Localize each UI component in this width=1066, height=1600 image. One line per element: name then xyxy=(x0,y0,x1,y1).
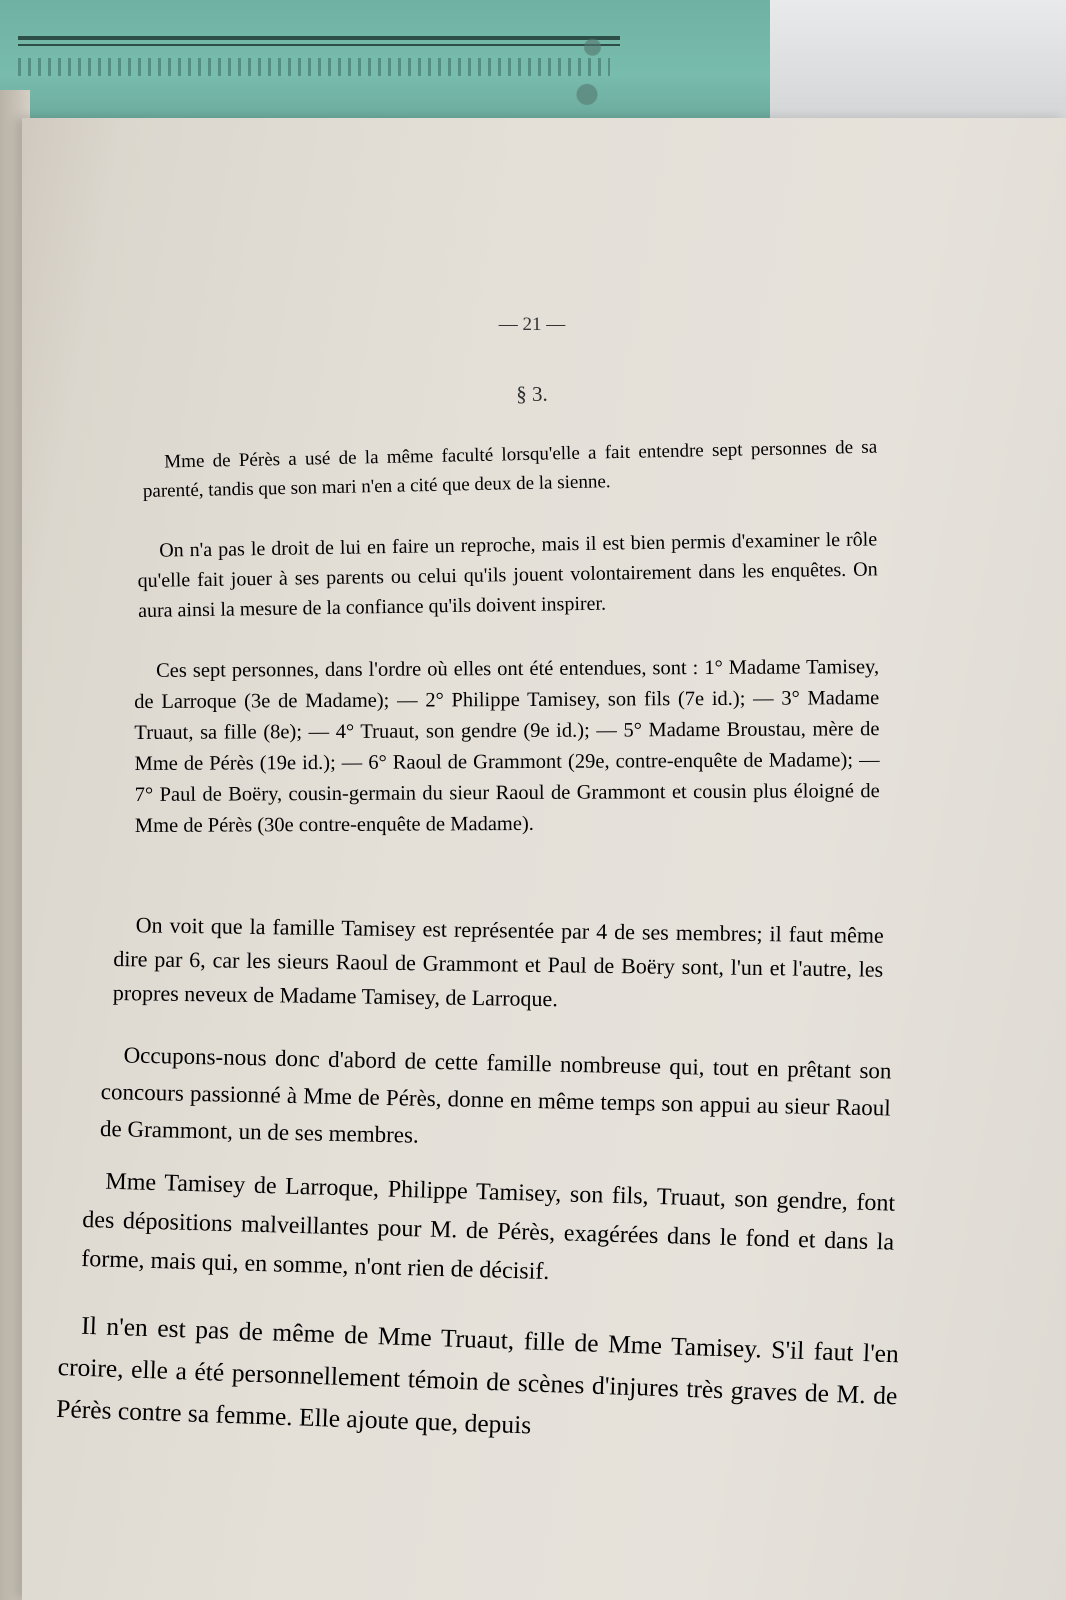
page-number: — 21 — xyxy=(498,314,566,335)
paragraph: Ces sept personnes, dans l'ordre où elles ont été entendues, sont : 1° Madame Tamisey, de Larroque (3e de Madame); — 2° Philippe Tamisey, son fils (7e id.); — 3° Madame Truaut, sa fille (8e); — 4° Truaut, son gendre (9e id.); — 5° Madame Broustau, mère de Mme de Pérès (19e id.); — 6° Raoul de Grammont (29e, contre-enquête de Madame); — 7° Paul de Boëry, cousin-germain du sieur Raoul de Grammont et cousin plus éloigné de Mme de Pérès (30e contre-enquête de Madame). xyxy=(134,656,880,837)
cover-frame-line xyxy=(18,44,620,46)
paragraph: On n'a pas le droit de lui en faire un reproche, mais il est bien permis d'examiner le rôle qu'elle fait jouer à ses parents ou celui qu'ils jouent volontairement dans les enquêtes. On aura ainsi la mesure de la confiance qu'ils doivent inspirer. xyxy=(137,528,878,622)
cover-ornament-band xyxy=(18,58,610,76)
background-surface xyxy=(770,0,1066,125)
green-booklet-cover xyxy=(0,0,770,127)
cover-frame-line xyxy=(18,36,620,40)
cover-corner-ornament xyxy=(565,0,620,118)
paragraph: Mme de Pérès a usé de la même faculté lorsqu'elle a fait entendre sept personnes de sa parenté, tandis que son mari n'en a cité que deux de la sienne. xyxy=(142,436,878,502)
paragraph: Occupons-nous donc d'abord de cette famille nombreuse qui, tout en prêtant son concours passionné à Mme de Pérès, donne en même temps son appui au sieur Raoul de Grammont, un de ses membres. xyxy=(99,1042,892,1148)
section-heading: § 3. xyxy=(516,382,548,406)
paragraph: Il n'en est pas de même de Mme Truaut, fille de Mme Tamisey. S'il faut l'en croire, elle a été personnellement témoin de scènes d'injures très graves de M. de Pérès contre sa femme. Elle ajoute que, depuis xyxy=(55,1310,900,1440)
document-page xyxy=(22,118,1066,1600)
paragraph: Mme Tamisey de Larroque, Philippe Tamisey, son fils, Truaut, son gendre, font des dépositions malveillantes pour M. de Pérès, exagérées dans le fond et dans la forme, mais qui, en somme, n'ont rien de décisif. xyxy=(80,1168,896,1286)
paragraph: On voit que la famille Tamisey est représentée par 4 de ses membres; il faut même dire par 6, car les sieurs Raoul de Grammont et Paul de Boëry sont, l'un et l'autre, les propres neveux de Madame Tamisey, de Larroque. xyxy=(112,912,884,1012)
